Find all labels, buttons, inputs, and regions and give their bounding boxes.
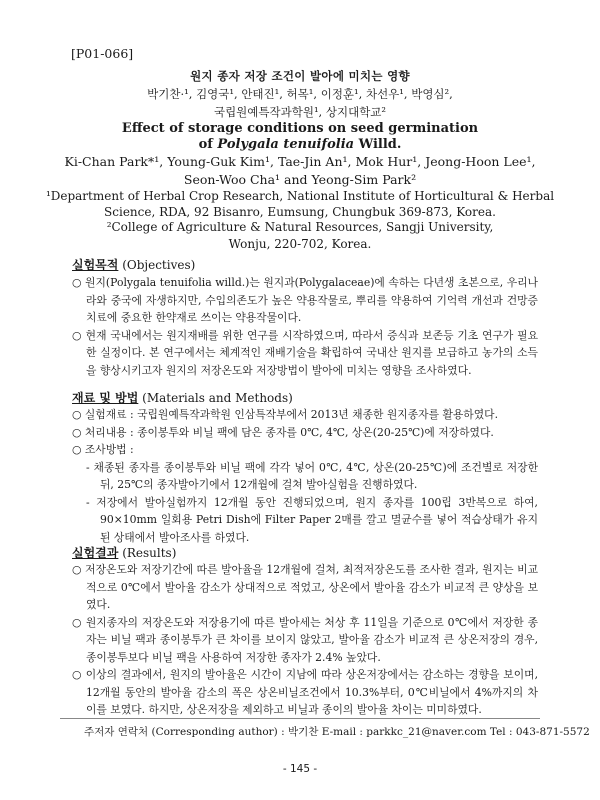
objectives-item: ○ 원지(Polygala tenuifolia willd.)는 원지과(Polygalaceae)에 속하는 다년생 초본으로, 우리나라와 중국에 자생하지만, 수입의존도가 높은 약용작물로, 뿌리를 약용하여 기억력 개선과 건망증치료에 중요한 한약재로 쓰이는 약용작물이다. xyxy=(72,276,538,324)
results-heading-ko: 실험결과 xyxy=(72,546,119,560)
english-title-line2 xyxy=(60,137,540,152)
objectives-item: ○ 현재 국내에서는 원지재배를 위한 연구를 시작하였으며, 따라서 증식과 보존등 기초 연구가 필요한 실정이다. 본 연구에서는 체계적인 재배기술을 확립하여 국내산 원지를 보급하고 농가의 소득을 향상시키고자 원지의 저장온도와 저장방법이 발아에 미치는 영향을 조사하였다. xyxy=(72,328,538,377)
methods-subitem: - 채종된 종자를 종이봉투와 비닐 팩에 각각 넣어 0℃, 4℃, 상온(20-25℃)에 조건별로 저장한 뒤, 25℃의 종자발아기에서 12개월에 걸쳐 발아실험을 진행하였다. xyxy=(86,460,538,491)
objectives-heading-en: (Objectives) xyxy=(118,258,196,272)
footer-divider xyxy=(60,718,540,719)
objectives-body xyxy=(72,274,538,379)
results-item: ○ 원지종자의 저장온도와 저장용기에 따른 발아세는 처상 후 11일을 기준으로 0℃에서 저장한 종자는 비닐 팩과 종이봉투가 큰 차이를 보이지 않았고, 발아율 감소가 비교적 큰 상온저장의 경우, 종이봉투보다 비닐 팩을 사용하여 저장한 종자가 2.4% 높았다. xyxy=(72,615,538,664)
objectives-heading xyxy=(72,256,195,273)
affiliation-line2: Science, RDA, 92 Bisanro, Eumsung, Chungbuk 369-873, Korea. xyxy=(104,205,496,219)
results-item: ○ 저장온도와 저장기간에 따른 발아율을 12개월에 걸쳐, 최적저장온도를 조사한 결과, 원지는 비교적으로 0℃에서 발아율 감소가 상대적으로 적었고, 상온에서 발아율 감소가 비교적 큰 양상을 보였다. xyxy=(72,563,538,611)
english-authors-line1: Ki-Chan Park*¹, Young-Guk Kim¹, Tae-Jin An¹, Mok Hur¹, Jeong-Hoon Lee¹, xyxy=(64,154,536,169)
paper-code: [P01-066] xyxy=(71,46,134,61)
methods-body xyxy=(72,406,538,546)
methods-heading-ko: 재료 및 방법 xyxy=(72,391,139,405)
objectives-heading-ko: 실험목적 xyxy=(72,258,119,272)
affiliation-line4: Wonju, 220-702, Korea. xyxy=(228,237,372,251)
results-body xyxy=(72,561,538,719)
page-number: - 145 - xyxy=(282,763,318,775)
korean-institutions: 국립원예특작과학원¹, 상지대학교² xyxy=(213,105,387,119)
results-item: ○ 이상의 결과에서, 원지의 발아율은 시간이 지남에 따라 상온저장에서는 감소하는 경향을 보이며, 12개월 동안의 발아율 감소의 폭은 상온비닐조건에서 10.3%부터, 0℃비닐에서 4%까지의 차이를 보였다. 하지만, 상온저장을 제외하고 비닐과 종이의 발아율 차이는 미미하였다. xyxy=(72,668,538,716)
english-authors-line2: Seon-Woo Cha¹ and Yeong-Sim Park² xyxy=(183,172,417,187)
korean-authors: 박기찬·¹, 김영국¹, 안태진¹, 허목¹, 이정훈¹, 차선우¹, 박영심², xyxy=(147,87,453,101)
english-title-suffix: Willd. xyxy=(354,137,402,152)
english-title-line1: Effect of storage conditions on seed germination xyxy=(121,121,479,136)
korean-title: 원지 종자 저장 조건이 발아에 미치는 영향 xyxy=(190,69,410,83)
english-title-prefix: of xyxy=(198,137,218,152)
methods-item: ○ 조사방법 : xyxy=(72,443,134,456)
affiliation-line1: ¹Department of Herbal Crop Research, National Institute of Horticultural & Herbal xyxy=(45,189,555,203)
species-name: Polygala tenuifolia xyxy=(217,137,355,152)
methods-item: ○ 실험재료 : 국립원예특작과학원 인삼특작부에서 2013년 채종한 원지종자를 활용하였다. xyxy=(72,408,499,421)
results-heading-en: (Results) xyxy=(118,546,177,560)
methods-heading xyxy=(72,389,293,406)
methods-subitem: - 저장에서 발아실험까지 12개월 동안 진행되었으며, 원지 종자를 100립 3반복으로 하여, 90×10mm 일회용 Petri Dish에 Filter Paper 2매를 깔고 멸균수를 넣어 적습상태가 유지된 상태에서 발아조사를 하였다. xyxy=(86,495,538,544)
affiliation-line3: ²College of Agriculture & Natural Resources, Sangji University, xyxy=(106,220,494,234)
methods-item: ○ 처리내용 : 종이봉투와 비닐 팩에 담은 종자를 0℃, 4℃, 상온(20-25℃)에 저장하였다. xyxy=(72,425,494,439)
methods-heading-en: (Materials and Methods) xyxy=(138,391,293,405)
results-heading xyxy=(72,544,176,561)
corresponding-author: 주저자 연락처 (Corresponding author) : 박기찬 E-mail : parkkc_21@naver.com Tel : 043-871-5572 xyxy=(84,726,590,738)
